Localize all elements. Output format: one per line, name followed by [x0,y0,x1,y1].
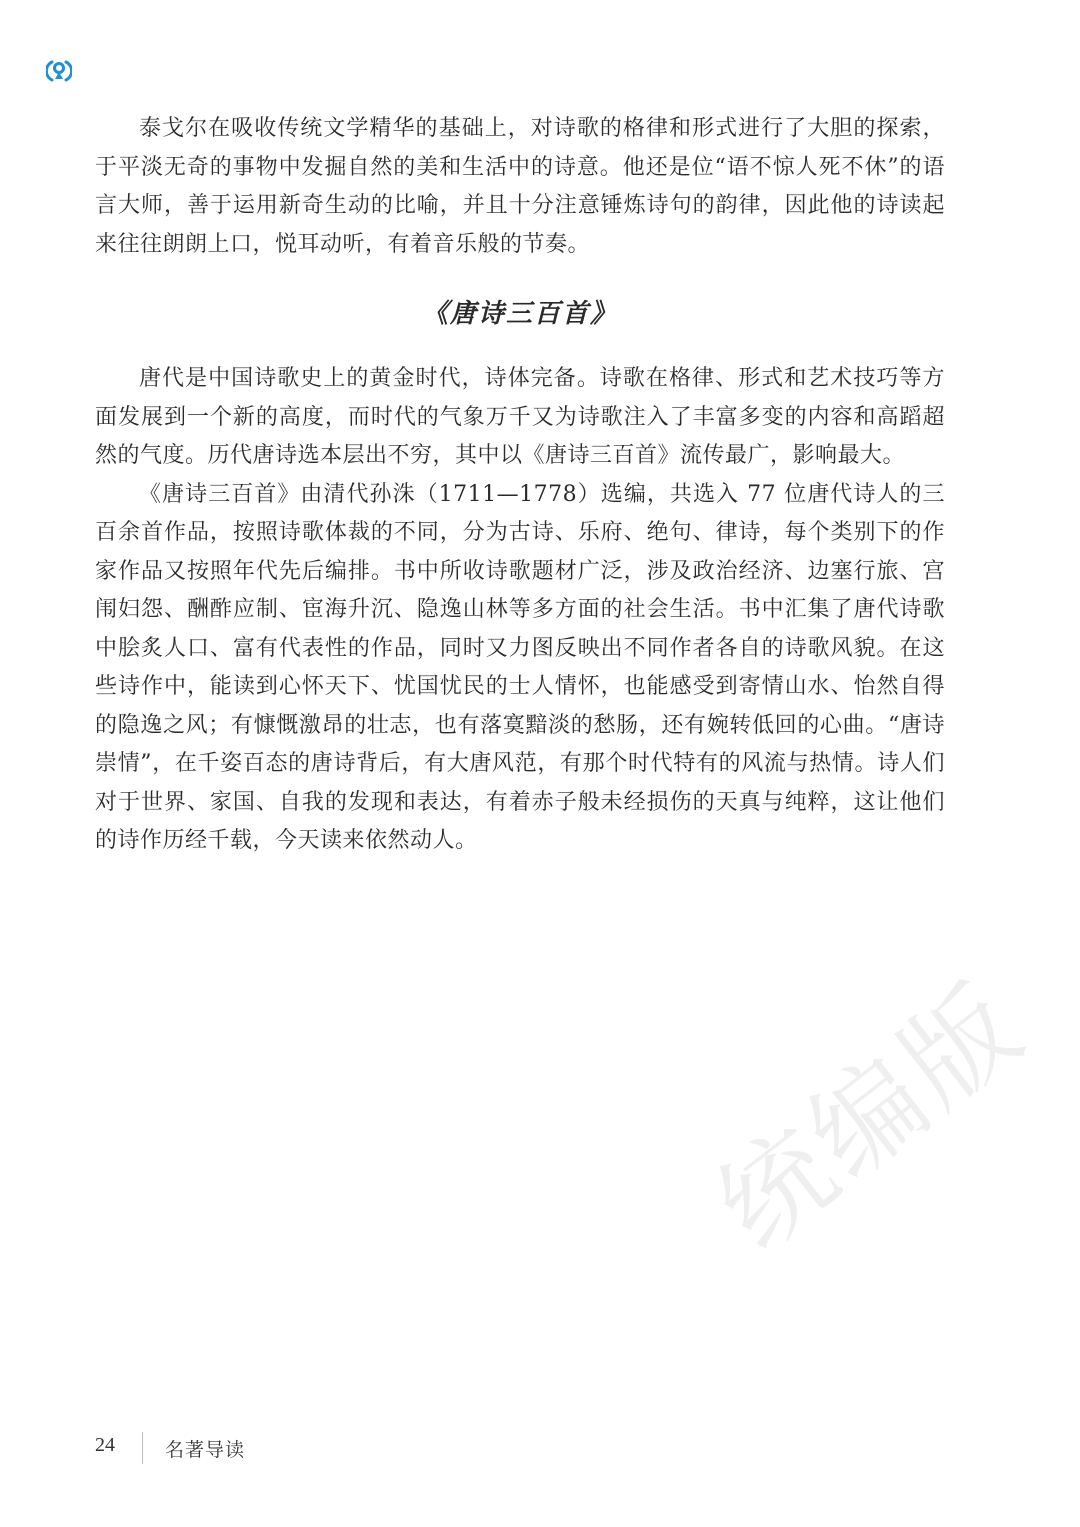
paragraph-tang-era: 唐代是中国诗歌史上的黄金时代，诗体完备。诗歌在格律、形式和艺术技巧等方面发展到一个新的高度，而时代的气象万千又为诗歌注入了丰富多变的内容和高蹈超然的气度。历代唐诗选本层出不穷，其中以《唐诗三百首》流传最广，影响最大。 [95,366,945,468]
paragraph-tagore: 泰戈尔在吸收传统文学精华的基础上，对诗歌的格律和形式进行了大胆的探索，于平淡无奇的事物中发掘自然的美和生活中的诗意。他还是位“语不惊人死不休”的语言大师，善于运用新奇生动的比喻，并且十分注意锤炼诗句的韵律，因此他的诗读起来往往朗朗上口，悦耳动听，有着音乐般的节奏。 [95,116,945,257]
page-number: 24 [95,1434,115,1456]
publisher-logo-icon [46,58,72,84]
footer-book-title: 名著导读 [165,1439,246,1461]
paragraph-anthology: 《唐诗三百首》由清代孙洙（1711—1778）选编，共选入 77 位唐代诗人的三百余首作品，按照诗歌体裁的不同，分为古诗、乐府、绝句、律诗，每个类别下的作家作品又按照年代先后编排。书中所收诗歌题材广泛，涉及政治经济、边塞行旅、宫闱妇怨、酬酢应制、宦海升沉、隐逸山林等多方面的社会生活。书中汇集了唐代诗歌中脍炙人口、富有代表性的作品，同时又力图反映出不同作者各自的诗歌风貌。在这些诗作中，能读到心怀天下、忧国忧民的士人情怀，也能感受到寄情山水、怡然自得的隐逸之风；有慷慨激昂的壮志，也有落寞黯淡的愁肠，还有婉转低回的心曲。“唐诗崇情”，在千姿百态的唐诗背后，有大唐风范，有那个时代特有的风流与热情。诗人们对于世界、家国、自我的发现和表达，有着赤子般未经损伤的天真与纯粹，这让他们的诗作历经千载，今天读来依然动人。 [95,481,945,853]
section-title: 《唐诗三百首》 [421,299,618,329]
watermark-text: 统编版 [694,958,1048,1274]
footer-divider [142,1432,143,1464]
page-content [95,110,945,861]
